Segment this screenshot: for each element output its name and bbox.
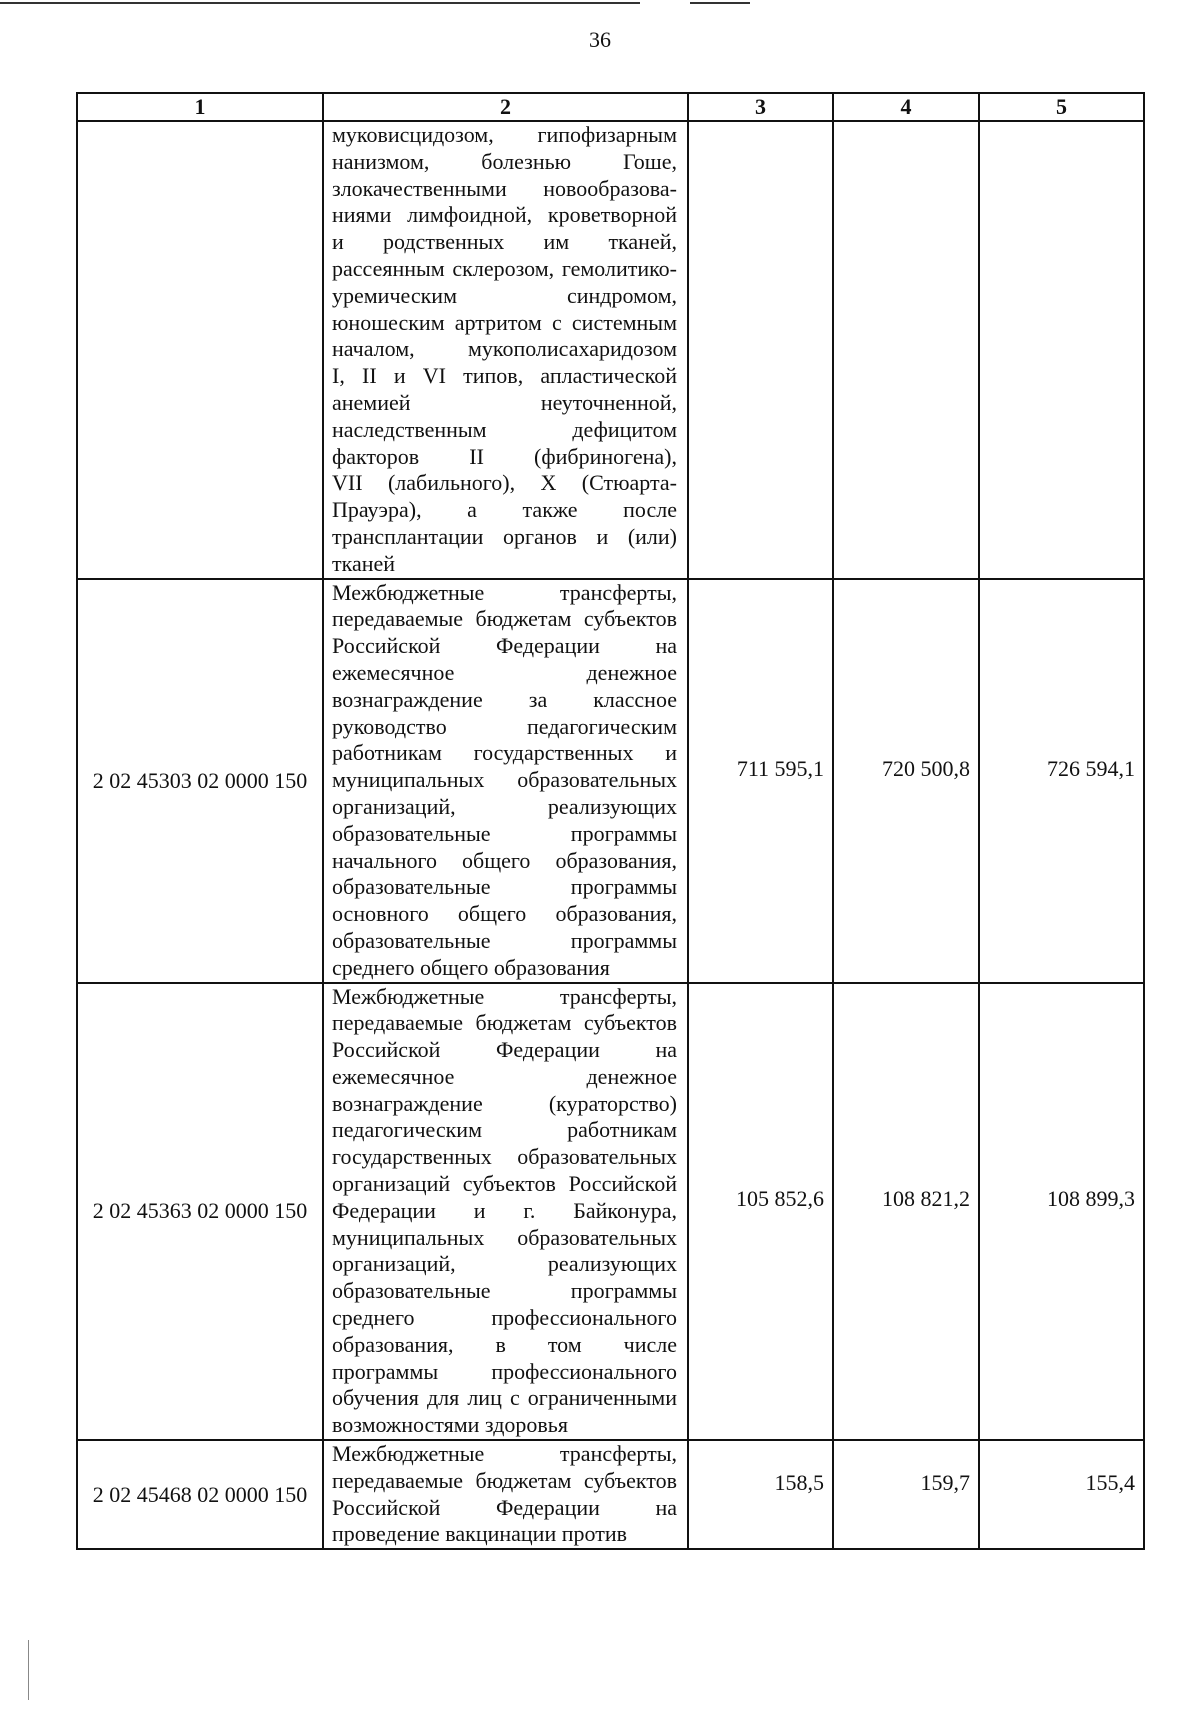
table-header-row (77, 93, 1144, 121)
description-line: факторов II (фибриногена), (332, 443, 677, 469)
amount-cell-v4 (833, 1440, 979, 1549)
column-header: 5 (979, 93, 1144, 121)
description-line: начального общего образования, (332, 847, 677, 873)
description-line: программы профессионального (332, 1358, 677, 1384)
description-line: нанизмом, болезнью Гоше, (332, 148, 677, 174)
description-line: Межбюджетные трансферты, (332, 983, 677, 1009)
budget-code-cell (77, 121, 323, 579)
budget-code: 2 02 45303 02 0000 150 (92, 767, 308, 793)
amount-value: 105 852,6 (736, 1186, 824, 1212)
description-line: Российской Федерации на (332, 1037, 677, 1063)
description-line: возможностями здоровья (332, 1412, 568, 1438)
description-line: наследственным дефицитом (332, 416, 677, 442)
description-line: началом, мукополисахаридозом (332, 336, 677, 362)
amount-value: 159,7 (920, 1469, 970, 1495)
description-line: образовательные программы (332, 820, 677, 846)
description-line: организаций субъектов Российской (332, 1171, 677, 1197)
description-line: ежемесячное денежное (332, 1063, 677, 1089)
description-line: вознаграждение за классное (332, 686, 677, 712)
amount-cell-v5 (979, 579, 1144, 983)
description-line: образовательные программы (332, 874, 677, 900)
description-line: передаваемые бюджетам субъектов (332, 1010, 677, 1036)
budget-code: 2 02 45363 02 0000 150 (92, 1198, 308, 1224)
description-line: вознаграждение (кураторство) (332, 1090, 677, 1116)
scan-edge-line (0, 2, 640, 4)
description-line: образовательные программы (332, 927, 677, 953)
table-row (77, 121, 1144, 579)
description-line: муниципальных образовательных (332, 1224, 677, 1250)
amount-value: 711 595,1 (736, 755, 824, 781)
scan-edge-line (690, 2, 750, 4)
description-line: Российской Федерации на (332, 1494, 677, 1520)
description-line: анемией неуточненной, (332, 389, 677, 415)
amount-value: 158,5 (774, 1469, 824, 1495)
column-header: 2 (323, 93, 688, 121)
budget-table (76, 92, 1145, 1550)
description-cell (323, 579, 688, 983)
description-cell (323, 1440, 688, 1549)
table-body (77, 121, 1144, 1549)
description-line: руководство педагогическим (332, 713, 677, 739)
description-cell (323, 121, 688, 579)
description-line: муковисцидозом, гипофизарным (332, 122, 677, 147)
amount-cell-v3 (688, 983, 833, 1441)
description-line: работникам государственных и (332, 740, 677, 766)
page-number: 36 (589, 27, 611, 52)
description-line: государственных образовательных (332, 1144, 677, 1170)
description-line: тканей (332, 550, 396, 576)
amount-cell-v5 (979, 1440, 1144, 1549)
amount-cell-v5 (979, 121, 1144, 579)
budget-code-cell (77, 579, 323, 983)
budget-code: 2 02 45468 02 0000 150 (92, 1481, 308, 1507)
amount-value: 726 594,1 (1047, 755, 1135, 781)
description-line: образовательные программы (332, 1278, 677, 1304)
description-line: муниципальных образовательных (332, 767, 677, 793)
amount-value: 108 899,3 (1047, 1186, 1135, 1212)
description-line: I, II и VI типов, апластической (332, 363, 677, 389)
table-row (77, 1440, 1144, 1549)
amount-cell-v3 (688, 579, 833, 983)
description-line: организаций, реализующих (332, 793, 677, 819)
table-row (77, 579, 1144, 983)
description-line: и родственных им тканей, (332, 229, 677, 255)
description-line: трансплантации органов и (или) (332, 523, 677, 549)
amount-cell-v5 (979, 983, 1144, 1441)
amount-cell-v4 (833, 121, 979, 579)
amount-cell-v4 (833, 579, 979, 983)
description-line: Российской Федерации на (332, 633, 677, 659)
table-row (77, 983, 1144, 1441)
description-line: Федерации и г. Байконура, (332, 1197, 677, 1223)
description-line: Прауэра), а также после (332, 497, 677, 523)
scan-margin-mark (28, 1640, 29, 1700)
budget-code-cell (77, 1440, 323, 1549)
description-line: педагогическим работникам (332, 1117, 677, 1143)
description-line: ниями лимфоидной, кроветворной (332, 202, 677, 228)
description-line: Межбюджетные трансферты, (332, 1441, 677, 1467)
description-line: среднего профессионального (332, 1305, 677, 1331)
column-header: 1 (77, 93, 323, 121)
budget-code-cell (77, 983, 323, 1441)
amount-value: 720 500,8 (882, 755, 970, 781)
description-line: передаваемые бюджетам субъектов (332, 606, 677, 632)
amount-cell-v4 (833, 983, 979, 1441)
description-line: образования, в том числе (332, 1331, 677, 1357)
description-line: основного общего образования, (332, 901, 677, 927)
amount-cell-v3 (688, 1440, 833, 1549)
description-line: организаций, реализующих (332, 1251, 677, 1277)
description-line: обучения для лиц с ограниченными (332, 1385, 677, 1411)
description-line: среднего общего образования (332, 954, 610, 980)
description-line: уремическим синдромом, (332, 282, 677, 308)
description-line: передаваемые бюджетам субъектов (332, 1467, 677, 1493)
description-line: ежемесячное денежное (332, 659, 677, 685)
amount-cell-v3 (688, 121, 833, 579)
description-line: VII (лабильного), X (Стюарта- (332, 470, 677, 496)
description-line: юношеским артритом с системным (332, 309, 677, 335)
description-cell (323, 983, 688, 1441)
amount-value: 108 821,2 (882, 1186, 970, 1212)
description-line: Межбюджетные трансферты, (332, 579, 677, 605)
column-header: 4 (833, 93, 979, 121)
description-line: злокачественными новообразова- (332, 175, 677, 201)
description-line: проведение вакцинации против (332, 1521, 627, 1547)
column-header: 3 (688, 93, 833, 121)
amount-value: 155,4 (1085, 1469, 1135, 1495)
description-line: рассеянным склерозом, гемолитико- (332, 255, 677, 281)
